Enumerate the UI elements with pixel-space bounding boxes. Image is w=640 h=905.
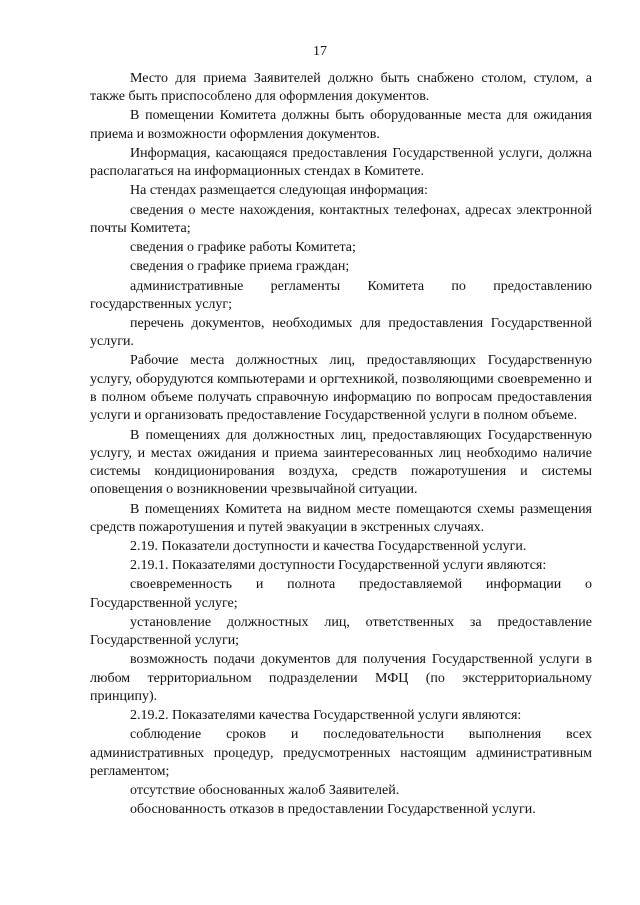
paragraph-reception-place: Место для приема Заявителей должно быть снабжено столом, стулом, а также быть приспособлено для оформления документов. [90,71,592,105]
paragraph-evacuation-schemes: В помещениях Комитета на видном месте помещаются схемы размещения средств пожаротушения и путей эвакуации в экстренных случаях. [90,501,592,535]
paragraph-stands-heading: На стендах размещается следующая информация: [130,183,428,199]
section-heading-2-19-1: 2.19.1. Показателями доступности Государственной услуги являются: [130,558,547,574]
list-item-location-info: сведения о месте нахождения, контактных телефонах, адресах электронной почты Комитета; [90,202,592,236]
list-item-work-schedule: сведения о графике работы Комитета; [130,240,356,256]
list-item-regulations: административные регламенты Комитета по предоставлению государственных услуг; [90,278,592,312]
list-item-documents: перечень документов, необходимых для предоставления Государственной услуги. [90,315,592,350]
page-number: 17 [313,44,327,59]
section-heading-2-19: 2.19. Показатели доступности и качества Государственной услуги. [130,539,527,555]
list-item-deadlines: соблюдение сроков и последовательности выполнения всех административных процедур, предусмотренных настоящим административным регламентом; [90,727,592,780]
paragraph-waiting-places: В помещении Комитета должны быть оборудованные места для ожидания приема и возможности оформления документов. [90,108,592,142]
section-heading-2-19-2: 2.19.2. Показателями качества Государственной услуги являются: [130,708,522,724]
paragraph-air-conditioning: В помещениях для должностных лиц, предоставляющих Государственную услугу, и местах ожидания и приема заинтересованных лиц необходимо наличие системы кондиционирования воздуха, средств пожаротушения и системы оповещения о возникновении чрезвычайной ситуации. [90,427,592,498]
list-item-reception-schedule: сведения о графике приема граждан; [130,259,350,275]
list-item-refusal-justification: обоснованность отказов в предоставлении Государственной услуги. [130,802,536,818]
paragraph-workplaces: Рабочие места должностных лиц, предоставляющих Государственную услугу, оборудуются компьютерами и оргтехникой, позволяющими своевременно и в полном объеме получать справочную информацию по вопросам предоставления услуги и организовать предоставление Государственной услуги в полном объеме. [90,353,592,424]
document-body [90,70,592,820]
paragraph-info-stands: Информация, касающаяся предоставления Государственной услуги, должна располагаться на информационных стендах в Комитете. [90,145,592,180]
list-item-timeliness: своевременность и полнота предоставляемой информации о Государственной услуге; [90,577,592,611]
list-item-no-complaints: отсутствие обоснованных жалоб Заявителей. [130,783,400,799]
list-item-responsible-persons: установление должностных лиц, ответственных за предоставление Государственной услуги; [90,614,592,649]
list-item-mfc-submission: возможность подачи документов для получения Государственной услуги в любом территориальном подразделении МФЦ (по экстерриториальному принципу). [90,652,592,705]
